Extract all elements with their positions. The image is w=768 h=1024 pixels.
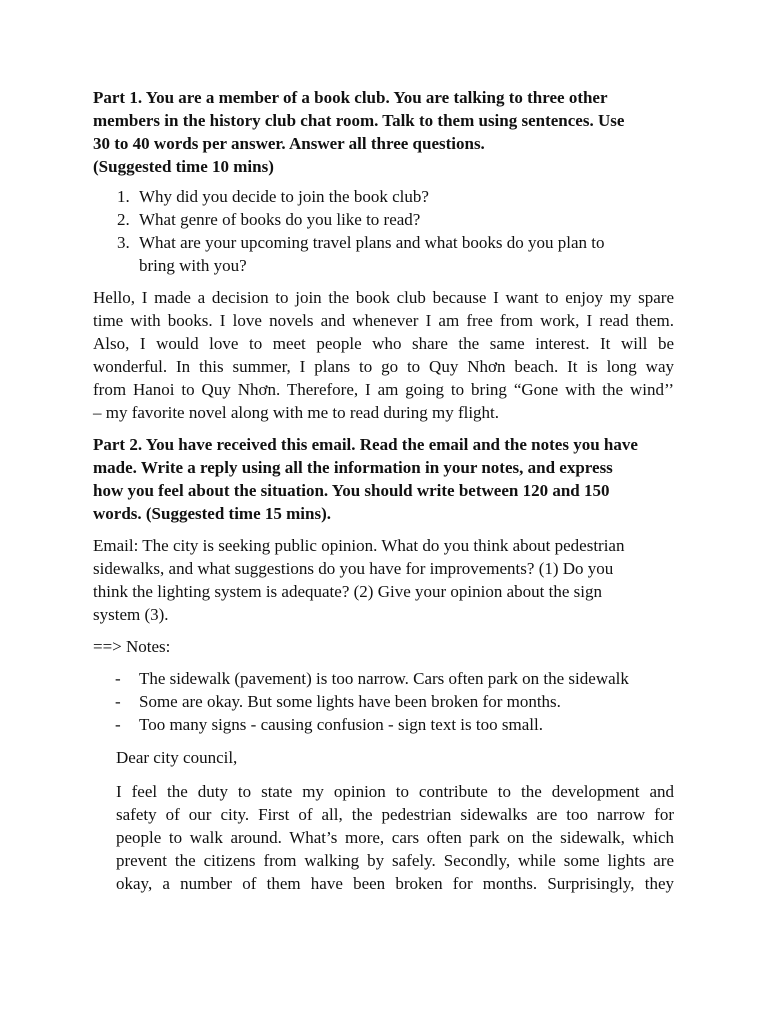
notes-list <box>93 667 674 736</box>
part2-heading-line: Part 2. You have received this email. Read the email and the notes you have <box>93 435 638 454</box>
note-text: The sidewalk (pavement) is too narrow. Cars often park on the sidewalk <box>139 669 629 688</box>
answer-line: time with books. I love novels and whenever I am free from work, I read them. <box>93 311 674 330</box>
note-item <box>93 667 674 690</box>
note-item <box>93 690 674 713</box>
note-text: Some are okay. But some lights have been broken for months. <box>139 692 561 711</box>
dash-bullet: - <box>115 715 121 734</box>
email-line: think the lighting system is adequate? (2) Give your opinion about the sign <box>93 582 602 601</box>
letter-line: prevent the citizens from walking by safely. Secondly, while some lights are <box>116 851 674 870</box>
answer-line: Hello, I made a decision to join the book club because I want to enjoy my spare <box>93 288 674 307</box>
reply-letter <box>93 746 674 895</box>
part1-heading-line: 30 to 40 words per answer. Answer all three questions. <box>93 134 485 153</box>
question-item <box>93 185 674 208</box>
answer-line: – my favorite novel along with me to read during my flight. <box>93 403 500 422</box>
email-line: Email: The city is seeking public opinion. What do you think about pedestrian <box>93 536 625 555</box>
letter-salutation: Dear city council, <box>116 748 238 767</box>
question-text: What genre of books do you like to read? <box>139 210 421 229</box>
part1-heading-line: members in the history club chat room. Talk to them using sentences. Use <box>93 111 625 130</box>
part1-question-list <box>93 185 674 277</box>
question-text: Why did you decide to join the book club? <box>139 187 429 206</box>
part1-heading <box>93 86 674 178</box>
part2-heading-line: how you feel about the situation. You should write between 120 and 150 <box>93 481 610 500</box>
letter-line: I feel the duty to state my opinion to contribute to the development and <box>116 782 674 801</box>
letter-line: safety of our city. First of all, the pedestrian sidewalks are too narrow for <box>116 805 674 824</box>
part2-heading <box>93 433 674 525</box>
part1-answer <box>93 286 674 424</box>
letter-line: okay, a number of them have been broken for months. Surprisingly, they <box>116 874 674 893</box>
question-number: 1. <box>117 187 130 206</box>
answer-line: from Hanoi to Quy Nhơn. Therefore, I am going to bring “Gone with the wind’’ <box>93 380 674 399</box>
note-item <box>93 713 674 736</box>
part2-heading-line: made. Write a reply using all the information in your notes, and express <box>93 458 613 477</box>
part1-heading-line: Part 1. You are a member of a book club. You are talking to three other <box>93 88 608 107</box>
question-number: 2. <box>117 210 130 229</box>
question-item <box>93 208 674 231</box>
question-number: 3. <box>117 233 130 252</box>
note-text: Too many signs - causing confusion - sign text is too small. <box>139 715 543 734</box>
part1-heading-line: (Suggested time 10 mins) <box>93 157 274 176</box>
question-item <box>93 231 674 277</box>
answer-line: wonderful. In this summer, I plans to go to Quy Nhơn beach. It is long way <box>93 357 674 376</box>
dash-bullet: - <box>115 669 121 688</box>
notes-label: ==> Notes: <box>93 637 171 656</box>
question-text: bring with you? <box>139 256 247 275</box>
part2-heading-line: words. (Suggested time 15 mins). <box>93 504 331 523</box>
email-line: system (3). <box>93 605 169 624</box>
dash-bullet: - <box>115 692 121 711</box>
letter-line: people to walk around. What’s more, cars often park on the sidewalk, which <box>116 828 674 847</box>
email-line: sidewalks, and what suggestions do you have for improvements? (1) Do you <box>93 559 614 578</box>
part2-email <box>93 534 674 626</box>
question-text: What are your upcoming travel plans and what books do you plan to <box>139 233 605 252</box>
answer-line: Also, I would love to meet people who share the same interest. It will be <box>93 334 674 353</box>
letter-body <box>116 780 674 895</box>
